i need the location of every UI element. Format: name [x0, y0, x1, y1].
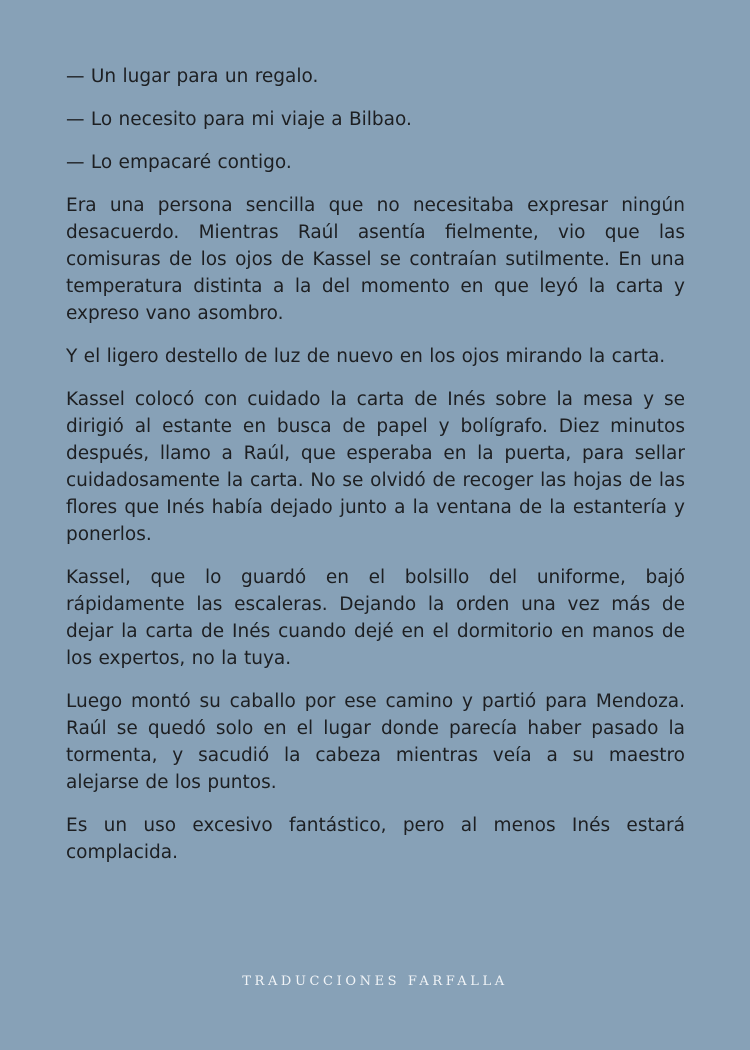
dialogue-line: — Un lugar para un regalo.: [66, 66, 319, 87]
paragraph: Y el ligero destello de luz de nuevo en los ojos mirando la carta.: [66, 346, 666, 367]
paragraph: Era una persona sencilla que no necesitaba expresar ningún desacuerdo. Mientras Raúl asentía fielmente, vio que las comisuras de los ojos de Kassel se contraían sutilmente. En una temperatura distinta a la del momento en que leyó la carta y expreso vano asombro.: [66, 195, 685, 324]
dialogue-line: — Lo necesito para mi viaje a Bilbao.: [66, 109, 412, 130]
paragraph: Es un uso excesivo fantástico, pero al menos Inés estará complacida.: [66, 815, 685, 863]
paragraph: Luego montó su caballo por ese camino y partió para Mendoza. Raúl se quedó solo en el lugar donde parecía haber pasado la tormenta, y sacudió la cabeza mientras veía a su maestro alejarse de los puntos.: [66, 691, 685, 793]
page-footer: TRADUCCIONES FARFALLA: [242, 974, 508, 989]
paragraph: Kassel, que lo guardó en el bolsillo del uniforme, bajó rápidamente las escaleras. Dejando la orden una vez más de dejar la carta de Inés cuando dejé en el dormitorio en manos de los expertos, no la tuya.: [66, 567, 685, 669]
paragraph: Kassel colocó con cuidado la carta de Inés sobre la mesa y se dirigió al estante en busca de papel y bolígrafo. Diez minutos después, llamo a Raúl, que esperaba en la puerta, para sellar cuidadosamente la carta. No se olvidó de recoger las hojas de las flores que Inés había dejado junto a la ventana de la estantería y ponerlos.: [66, 389, 685, 545]
dialogue-line: — Lo empacaré contigo.: [66, 152, 292, 173]
body-text: [66, 63, 685, 882]
